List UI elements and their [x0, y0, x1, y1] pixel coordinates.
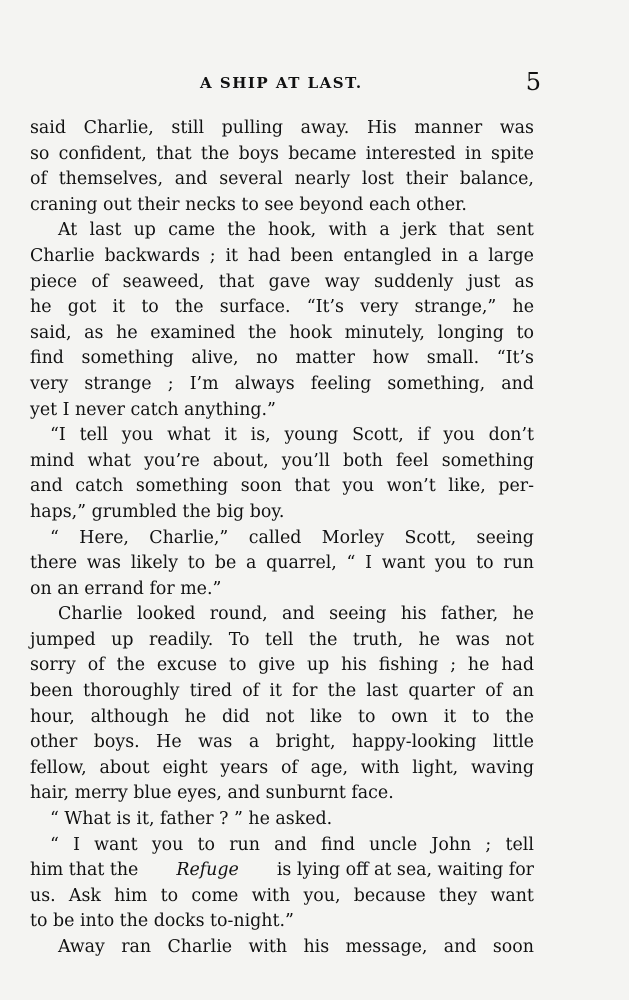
word: came	[168, 220, 216, 241]
word: he	[512, 604, 534, 625]
text-line	[30, 449, 534, 475]
word: Charlie	[167, 937, 233, 957]
word: what	[167, 425, 211, 446]
word: last	[366, 681, 399, 702]
word: jerk	[401, 220, 437, 241]
word: with	[328, 220, 368, 241]
word: and	[501, 373, 534, 394]
word: strange,”	[414, 297, 497, 318]
word: something	[81, 348, 174, 369]
word: boys.	[93, 732, 140, 753]
word: nearly	[294, 169, 351, 190]
word: backwards	[104, 245, 200, 266]
text-line	[30, 423, 534, 449]
word: balance,	[459, 169, 534, 190]
page-number: 5	[525, 68, 541, 96]
text-line: yet I never catch anything.”	[30, 399, 276, 420]
word: give	[258, 655, 296, 676]
word: I	[365, 553, 373, 574]
text-line: to be into the docks to-night.”	[30, 911, 294, 932]
text-line	[30, 833, 534, 859]
word: To	[228, 629, 250, 650]
word: run	[229, 834, 260, 855]
word: us.	[30, 885, 56, 906]
word: in	[465, 143, 482, 164]
text-line	[30, 551, 534, 577]
word: his	[341, 655, 367, 676]
word: you	[121, 425, 154, 446]
word: readily.	[148, 629, 214, 650]
word: Scott,	[352, 425, 404, 446]
word: both	[343, 450, 383, 471]
word: the	[505, 706, 534, 727]
word: you	[151, 834, 184, 855]
word: just	[467, 271, 501, 292]
word: “It’s	[496, 348, 534, 369]
word: the	[116, 655, 145, 676]
word: up	[111, 629, 134, 650]
word: the	[327, 681, 357, 702]
word: to	[357, 706, 376, 727]
word: up	[133, 220, 156, 241]
word: several	[219, 169, 283, 190]
word: own	[391, 706, 428, 727]
word: fishing	[378, 655, 439, 676]
word: it	[269, 681, 282, 702]
word: and	[30, 476, 63, 497]
word: boys	[238, 143, 279, 164]
word: themselves,	[58, 169, 164, 190]
word: ran	[121, 937, 152, 957]
text-line	[30, 321, 534, 347]
word: something,	[387, 373, 486, 394]
word: you’ll	[281, 450, 330, 471]
word: likely	[130, 553, 179, 574]
text-line	[30, 653, 534, 679]
word: and	[282, 604, 315, 625]
word: manner	[414, 118, 483, 138]
text-line	[30, 705, 534, 731]
word: want	[490, 885, 534, 906]
word: feeling	[310, 373, 372, 394]
word: Charlie	[30, 245, 95, 266]
word: to	[141, 297, 159, 318]
text-line	[30, 474, 534, 500]
word: the	[200, 143, 230, 164]
word: uncle	[369, 834, 418, 855]
word: other	[30, 732, 78, 753]
word: still	[171, 118, 205, 138]
word: to	[160, 885, 179, 906]
word: if	[417, 425, 430, 446]
word: won’t	[386, 476, 436, 497]
word: been	[290, 245, 334, 266]
text-line	[30, 756, 534, 782]
word: surface.	[219, 297, 291, 318]
word: little	[493, 732, 534, 753]
word: did	[221, 706, 250, 727]
word: it	[112, 297, 126, 318]
word: you	[434, 553, 467, 574]
word: had	[247, 245, 281, 266]
word: quarrel,	[266, 553, 337, 574]
word: that	[218, 271, 255, 292]
text-line	[30, 526, 534, 552]
word: I	[73, 834, 80, 855]
text-line	[30, 679, 534, 705]
word: you	[342, 476, 375, 497]
word: soon	[240, 476, 282, 497]
word: became	[288, 143, 357, 164]
word: entangled	[343, 245, 432, 266]
word: way	[324, 271, 360, 292]
word: because	[353, 885, 426, 906]
word: father,	[440, 604, 499, 625]
word: thoroughly	[83, 681, 180, 702]
word: His	[366, 118, 397, 138]
word: tell	[505, 834, 534, 855]
word: John	[431, 834, 472, 855]
word: he	[30, 297, 52, 318]
word: fellow,	[30, 757, 87, 778]
word: He	[156, 732, 182, 753]
word: was	[455, 629, 490, 650]
word: there	[30, 553, 78, 574]
word: gave	[268, 271, 311, 292]
word: the	[248, 322, 277, 343]
word: said,	[30, 322, 72, 343]
word: soon	[492, 937, 534, 957]
word: waving	[471, 757, 534, 778]
word: he	[116, 322, 138, 343]
word: young	[284, 425, 339, 446]
word: that	[294, 476, 330, 497]
word: “I	[50, 425, 66, 446]
word: he	[512, 297, 534, 318]
word: about,	[212, 450, 269, 471]
word: to	[197, 834, 215, 855]
text-line	[30, 935, 534, 961]
text-line	[30, 730, 534, 756]
word: called	[248, 527, 302, 548]
word: and	[443, 937, 477, 957]
word: of	[87, 655, 105, 676]
word: an	[512, 681, 534, 702]
running-head: A SHIP AT LAST.	[200, 74, 363, 92]
word: like	[310, 706, 343, 727]
word: been	[30, 681, 73, 702]
word: was	[86, 553, 121, 574]
word: he	[184, 706, 207, 727]
word: last	[89, 220, 122, 241]
word: to	[228, 655, 247, 676]
word: a	[248, 732, 260, 753]
word: not	[505, 629, 534, 650]
text-line	[30, 628, 534, 654]
word: happy-looking	[352, 732, 477, 753]
word: to	[476, 553, 494, 574]
text-segment: him that the	[30, 860, 139, 881]
word: seeing	[329, 604, 387, 625]
word: a	[246, 553, 257, 574]
text-line	[30, 167, 534, 193]
word: of	[91, 271, 109, 292]
word: looked	[136, 604, 196, 625]
word: don’t	[488, 425, 534, 446]
word: how	[372, 348, 410, 369]
word: seeing	[476, 527, 534, 548]
word: something	[441, 450, 534, 471]
word: bright,	[275, 732, 336, 753]
word: for	[292, 681, 318, 702]
word: seaweed,	[122, 271, 205, 292]
word: interested	[365, 143, 456, 164]
word: come	[191, 885, 239, 906]
word: as	[84, 322, 104, 343]
word: I’m	[189, 373, 219, 394]
text-line: “ What is it, father ? ” he asked.	[50, 809, 333, 830]
word: age,	[310, 757, 348, 778]
word: find	[321, 834, 355, 855]
word: to	[187, 553, 206, 574]
word: you,	[303, 885, 341, 906]
word: with	[360, 757, 400, 778]
word: he	[467, 655, 490, 676]
word: what	[87, 450, 131, 471]
word: and	[274, 834, 307, 855]
text-line: on an errand for me.”	[30, 578, 222, 599]
word: that	[448, 220, 485, 241]
text-line	[30, 372, 534, 398]
word: Ask	[68, 885, 101, 906]
word: light,	[412, 757, 459, 778]
word: years	[220, 757, 269, 778]
word: is,	[250, 425, 271, 446]
word: ;	[485, 834, 492, 855]
word: Here,	[79, 527, 129, 548]
word: confident,	[58, 143, 147, 164]
word: it	[224, 425, 237, 446]
word: matter	[295, 348, 355, 369]
word: you’re	[144, 450, 200, 471]
word: large	[488, 245, 534, 266]
page-header	[0, 68, 629, 102]
word: with	[251, 885, 291, 906]
word: it	[225, 245, 239, 266]
word: no	[256, 348, 278, 369]
word: suddenly	[374, 271, 454, 292]
word: hook	[289, 322, 332, 343]
word: not	[265, 706, 295, 727]
word: as	[514, 271, 534, 292]
word: his	[303, 937, 330, 957]
body-text	[30, 116, 534, 961]
word: sorry	[30, 655, 76, 676]
word: message,	[345, 937, 428, 957]
text-line: craning out their necks to see beyond each other.	[30, 194, 467, 215]
word: excuse	[156, 655, 218, 676]
word: got	[67, 297, 97, 318]
word: like,	[448, 476, 486, 497]
text-line	[30, 295, 534, 321]
word: Charlie	[58, 604, 123, 625]
word: said	[30, 118, 66, 138]
word: find	[30, 348, 64, 369]
word: ;	[450, 655, 457, 676]
word: Charlie,”	[149, 527, 229, 548]
text-line	[30, 346, 534, 372]
word: pulling	[221, 118, 284, 138]
word: Charlie,	[83, 118, 154, 138]
word: hook,	[267, 220, 317, 241]
text-line: haps,” grumbled the big boy.	[30, 501, 285, 522]
word: tell	[264, 629, 294, 650]
word: the	[227, 220, 256, 241]
word: to	[516, 322, 534, 343]
word: the	[308, 629, 338, 650]
word: his	[400, 604, 427, 625]
word: quarter	[408, 681, 475, 702]
word: run	[503, 553, 534, 574]
word: although	[90, 706, 169, 727]
word: always	[234, 373, 295, 394]
word: of	[30, 169, 47, 190]
word: ;	[209, 245, 216, 266]
word: round,	[209, 604, 268, 625]
word: Scott,	[404, 527, 457, 548]
word: Away	[58, 937, 105, 957]
text-line	[30, 142, 534, 168]
word: to	[472, 706, 490, 727]
word: want	[381, 553, 426, 574]
word: truth,	[352, 629, 404, 650]
word: per-	[498, 476, 534, 497]
text-line	[30, 116, 534, 142]
word: up	[306, 655, 330, 676]
word: of	[485, 681, 503, 702]
text-line: hair, merry blue eyes, and sunburnt face.	[30, 783, 394, 804]
word: catch	[75, 476, 124, 497]
word: their	[405, 169, 448, 190]
word: a	[468, 245, 479, 266]
text-line	[30, 602, 534, 628]
word: you	[443, 425, 475, 446]
ship-name-italic: Refuge	[176, 860, 239, 881]
word: eight	[162, 757, 208, 778]
word: had	[501, 655, 534, 676]
word: feel	[395, 450, 429, 471]
word: examined	[150, 322, 236, 343]
word: “It’s	[306, 297, 344, 318]
word: longing	[437, 322, 504, 343]
word: tell	[79, 425, 108, 446]
word: he	[418, 629, 441, 650]
word: sent	[496, 220, 534, 241]
word: and	[174, 169, 208, 190]
word: hour,	[30, 706, 75, 727]
word: strange	[84, 373, 152, 394]
word: away.	[300, 118, 350, 138]
text-line	[30, 884, 534, 910]
word: ;	[167, 373, 174, 394]
word: lost	[361, 169, 394, 190]
text-segment: is lying off at sea, waiting for	[276, 860, 534, 881]
text-line	[30, 244, 534, 270]
word: small.	[426, 348, 480, 369]
word: “	[50, 834, 59, 855]
word: At	[58, 220, 78, 241]
word: something	[135, 476, 229, 497]
word: piece	[30, 271, 78, 292]
word: spite	[491, 143, 534, 164]
word: so	[30, 143, 50, 164]
word: it	[443, 706, 457, 727]
word: the	[175, 297, 204, 318]
word: about	[99, 757, 150, 778]
text-line	[30, 858, 534, 884]
word: “	[346, 553, 356, 574]
word: a	[379, 220, 390, 241]
word: very	[30, 373, 69, 394]
word: very	[360, 297, 399, 318]
word: “	[50, 527, 59, 548]
word: was	[198, 732, 233, 753]
word: Morley	[321, 527, 385, 548]
word: want	[94, 834, 138, 855]
word: jumped	[30, 629, 96, 650]
word: him	[114, 885, 148, 906]
word: was	[499, 118, 534, 138]
word: that	[156, 143, 192, 164]
text-line	[30, 218, 534, 244]
word: be	[214, 553, 237, 574]
word: of	[280, 757, 298, 778]
word: of	[242, 681, 260, 702]
word: they	[438, 885, 478, 906]
word: in	[441, 245, 459, 266]
word: alive,	[191, 348, 239, 369]
word: mind	[30, 450, 75, 471]
word: tired	[189, 681, 233, 702]
word: minutely,	[344, 322, 425, 343]
text-line	[30, 270, 534, 296]
word: with	[248, 937, 288, 957]
